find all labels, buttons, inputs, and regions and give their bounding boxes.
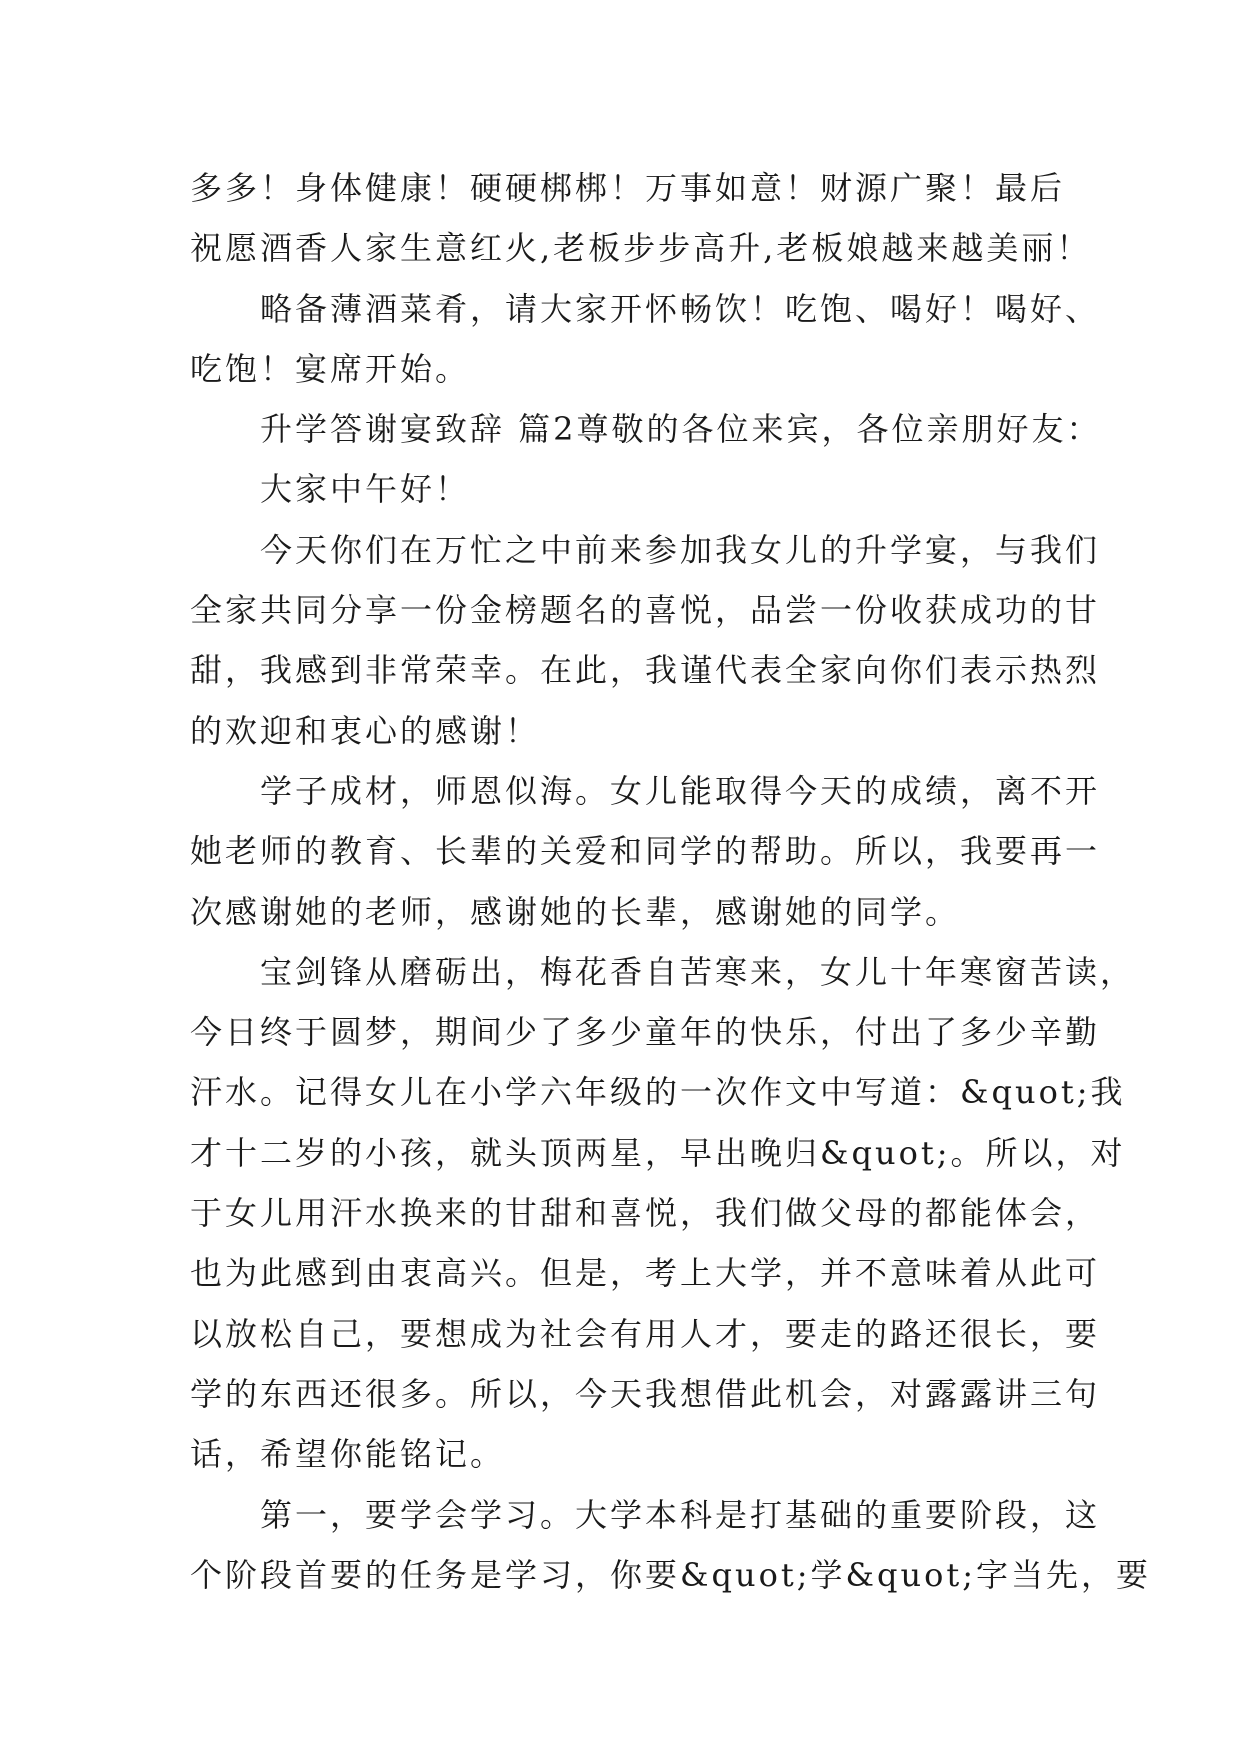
- text-line: 的欢迎和衷心的感谢！: [190, 711, 541, 750]
- text-line: 次感谢她的老师，感谢她的长辈，感谢她的同学。: [190, 892, 961, 931]
- text-line: 话，希望你能铭记。: [190, 1435, 506, 1474]
- text-line: 汗水。记得女儿在小学六年级的一次作文中写道：&quot;我: [190, 1073, 1126, 1112]
- text-line: 宝剑锋从磨砺出，梅花香自苦寒来，女儿十年寒窗苦读，: [260, 952, 1136, 991]
- text-line: 大家中午好！: [260, 470, 471, 509]
- text-line: 她老师的教育、长辈的关爱和同学的帮助。所以，我要再一: [190, 832, 1101, 871]
- text-line: 吃饱！宴席开始。: [190, 349, 471, 388]
- text-line: 于女儿用汗水换来的甘甜和喜悦，我们做父母的都能体会，: [190, 1194, 1101, 1233]
- text-line: 学的东西还很多。所以，今天我想借此机会，对露露讲三句: [190, 1374, 1101, 1413]
- text-line: 祝愿酒香人家生意红火,老板步步高升,老板娘越来越美丽！: [190, 229, 1092, 268]
- text-line: 略备薄酒菜肴，请大家开怀畅饮！吃饱、喝好！喝好、: [260, 289, 1101, 328]
- text-line: 今日终于圆梦，期间少了多少童年的快乐，付出了多少辛勤: [190, 1013, 1101, 1052]
- text-line: 学子成材，师恩似海。女儿能取得今天的成绩，离不开: [260, 771, 1101, 810]
- text-line: 个阶段首要的任务是学习，你要&quot;学&quot;字当先，要: [190, 1555, 1151, 1594]
- text-line: 第一，要学会学习。大学本科是打基础的重要阶段，这: [260, 1495, 1101, 1534]
- text-line: 升学答谢宴致辞 篇2尊敬的各位来宾，各位亲朋好友：: [260, 410, 1102, 449]
- text-line: 多多！身体健康！硬硬梆梆！万事如意！财源广聚！最后: [190, 169, 1066, 207]
- text-line: 才十二岁的小孩，就头顶两星，早出晚归&quot;。所以，对: [190, 1133, 1126, 1172]
- text-line: 也为此感到由衷高兴。但是，考上大学，并不意味着从此可: [190, 1254, 1101, 1293]
- text-line: 今天你们在万忙之中前来参加我女儿的升学宴，与我们: [260, 530, 1101, 569]
- text-line: 全家共同分享一份金榜题名的喜悦，品尝一份收获成功的甘: [190, 591, 1101, 630]
- document-body: [190, 158, 1151, 1605]
- text-line: 以放松自己，要想成为社会有用人才，要走的路还很长，要: [190, 1314, 1101, 1353]
- text-line: 甜，我感到非常荣幸。在此，我谨代表全家向你们表示热烈: [190, 651, 1101, 690]
